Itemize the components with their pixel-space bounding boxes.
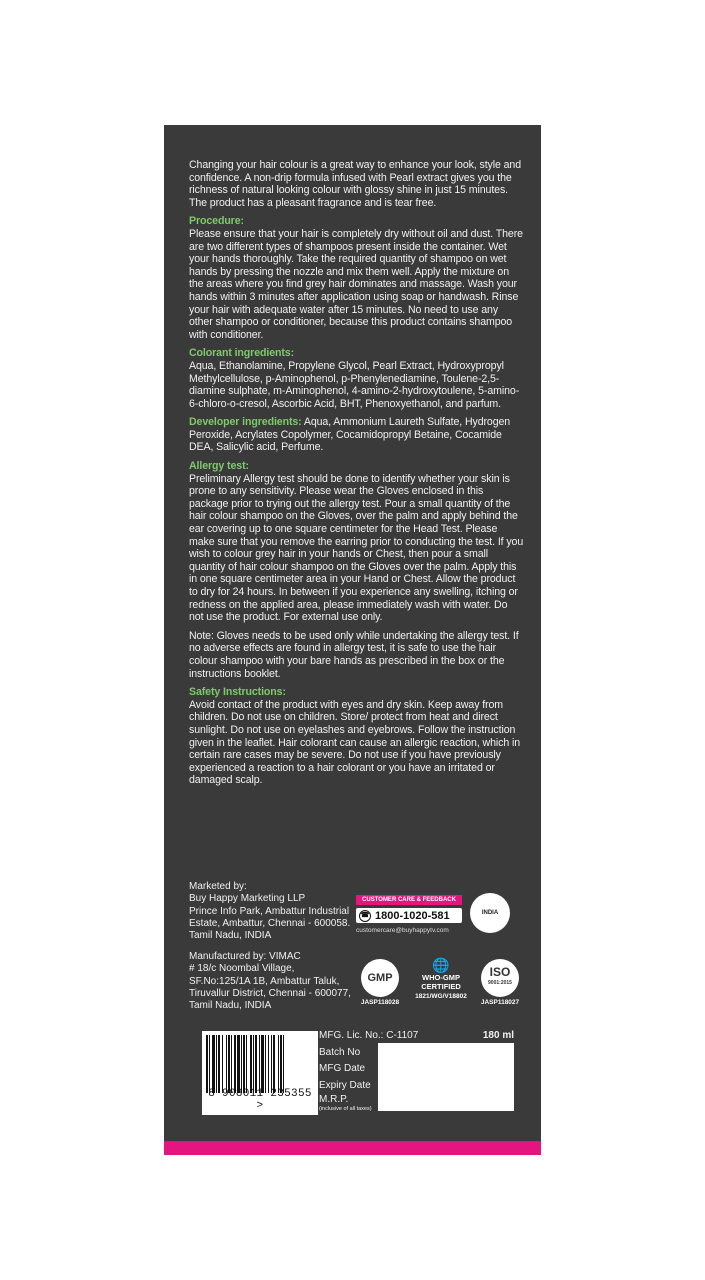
who-gmp-code: 1821/WG/V18802 [415,993,467,1000]
colorant-heading: Colorant ingredients: [189,347,295,360]
globe-icon: 🌐 [432,957,450,973]
gmp-code: JASP118028 [360,999,400,1006]
marketer-line: Prince Info Park, Ambattur Industrial [189,905,350,917]
customer-care-email[interactable]: customercare@buyhappytv.com [356,927,449,934]
safety-heading: Safety Instructions: [189,686,286,699]
who-gmp-certification [407,957,475,1000]
marketer-line: Buy Happy Marketing LLP [189,893,306,905]
volume: 180 ml [482,1030,514,1041]
product-back-label [164,125,541,1155]
developer-text: Aqua, Ammonium Laureth Sulfate, Hydrogen Peroxide, Acrylates Copolymer, Cocamidopropyl Betaine, Cocamide DEA, Salicylic acid, Perfume. [189,416,511,454]
expiry-date-label: Expiry Date [319,1079,371,1091]
customer-care-block [356,895,462,934]
batch-label: Batch No [319,1046,361,1058]
made-in-label: INDIA [481,910,499,916]
iso-code: JASP118027 [480,999,520,1006]
manufacturer-label: Manufactured by: VIMAC [189,951,301,962]
gmp-certification [354,959,406,1006]
marketer-label: Marketed by: [189,881,247,892]
procedure-text: Please ensure that your hair is completely dry without oil and dust. There are two different types of shampoos present inside the container. Wet your hands thoroughly. Take the required quantity of shampoo on wet hands by pressing the nozzle and mix them well. Apply the mixture on the areas where you find grey hair dominates and massage. Wash your hands within 3 minutes after application using soap or handwash. Rinse your hair with adequate water after 15 minutes. No need to use any other shampoo or conditioner, because this product contains shampoo with conditioner. [189,227,523,341]
manufacturer-address [189,951,351,1012]
barcode-number: 8 908011 235355 > [208,1088,312,1112]
allergy-text: Preliminary Allergy test should be done to identify whether your skin is prone to any sensitivity. Please wear the Gloves enclosed in this package prior to trying out the allergy test. Pour a small quantity of the hair colour shampoo on the Gloves, over the palm and apply behind the ear covering up to one square centimeter for the Head Test. Please make sure that you remove the earring prior to conducting the test. If you wish to colour grey hair in your hands or Chest, then pour a small quantity of hair colour shampoo on the Gloves over the palm. Apply this in one square centimeter area in your Hand or Chest. Allow the product to dry for 24 hours. In between if you experience any swelling, itching or redness on the applied area, please immediately wash with water. Do not use the product. For external use only. [189,472,524,624]
print-info-box [378,1043,514,1111]
customer-care-label: CUSTOMER CARE & FEEDBACK [356,895,462,905]
mrp-note: (inclusive of all taxes) [319,1106,372,1112]
manufacturer-line: Tamil Nadu, INDIA [189,1000,272,1012]
marketer-address [189,881,350,942]
iso-badge: ISO 9001:2015 [481,959,519,997]
product-description: Changing your hair colour is a great way to enhance your look, style and confidence. A non-drip formula infused with Pearl extract gives you the richness of natural looking colour with glossy shine in just 15 minutes. The product has a pleasant fragrance and is tear free. [189,159,521,209]
allergy-note: Note: Gloves needs to be used only while undertaking the allergy test. If no adverse effects are found in allergy test, it is safe to use the hair colour shampoo with your bare hands as prescribed in the box or the instructions booklet. [189,629,519,680]
gmp-badge: GMP [361,959,399,997]
phone-icon: ☎ [359,910,371,922]
allergy-heading: Allergy test: [189,460,249,473]
manufacturer-line: SF.No:125/1A 1B, Ambattur Taluk, [189,975,340,987]
brand-stripe [164,1141,541,1155]
marketer-line: Estate, Ambattur, Chennai - 600058. [189,917,351,929]
customer-care-phone[interactable] [356,908,462,923]
safety-text: Avoid contact of the product with eyes and dry skin. Keep away from children. Do not use on children. Store/ protect from heat and direct sunlight. Do not use on eyelashes and eyebrows. Follow the instruction given in the leaflet. Hair colorant can cause an allergic reaction, which in certain rare cases may be severe. Do not use if you have previously experienced a reaction to a hair colorant or you have an irritated or damaged scalp. [189,698,520,787]
made-in-india-seal [470,893,510,933]
phone-number: 1800-1020-581 [375,909,450,922]
mrp-label: M.R.P. [319,1094,349,1105]
barcode [202,1031,318,1115]
license-number: MFG. Lic. No.: C-1107 [319,1030,419,1041]
label-copy [189,159,524,793]
barcode-bar [284,1035,285,1093]
procedure-heading: Procedure: [189,215,244,228]
manufacturer-line: # 18/c Noombal Village, [189,963,295,975]
barcode-bars [206,1035,314,1093]
iso-certification [474,959,526,1006]
marketer-line: Tamil Nadu, INDIA [189,930,272,942]
developer-heading: Developer ingredients: [189,416,302,429]
who-gmp-label: WHO-GMP CERTIFIED [421,973,461,991]
colorant-text: Aqua, Ethanolamine, Propylene Glycol, Pearl Extract, Hydroxypropyl Methylcellulose, p-Aminophenol, p-Phenylenediamine, Toulene-2,5-diamine sulphate, m-Aminophenol, 4-amino-2-hydroxytoulene, 5-amino-6-chloro-o-cresol, Ascorbic Acid, BHT, Phenoxyethanol, and parfum. [189,359,520,410]
mfg-date-label: MFG Date [319,1063,366,1074]
developer-block [189,416,524,454]
manufacturer-line: Tiruvallur District, Chennai - 600077, [189,987,351,999]
